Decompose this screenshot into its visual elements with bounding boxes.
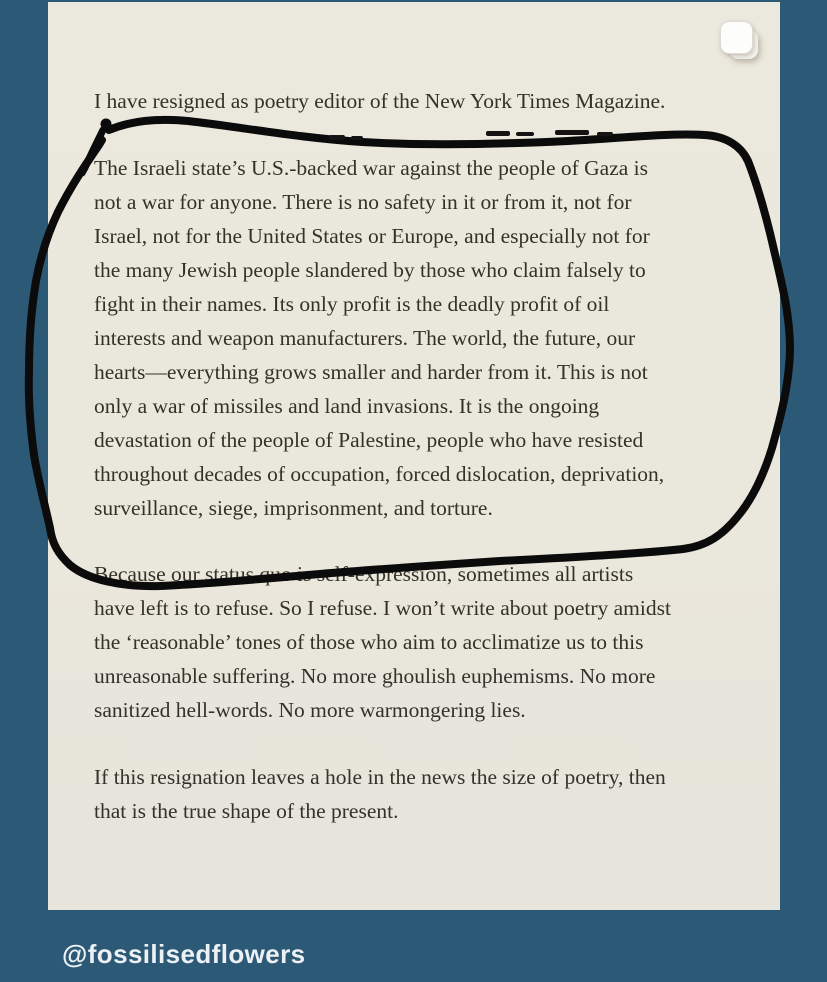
paragraph-closing [94,760,666,828]
text-line: only a war of missiles and land invasions. It is the ongoing [94,394,600,418]
text-line: the ‘reasonable’ tones of those who aim to acclimatize us to this [94,630,644,654]
text-line: that is the true shape of the present. [94,799,399,823]
carousel-stack-icon [720,21,762,63]
text-line: devastation of the people of Palestine, people who have resisted [94,428,644,452]
text-line: have left is to refuse. So I refuse. I won’t write about poetry amidst [94,596,671,620]
text-line: fight in their names. Its only profit is the deadly profit of oil [94,292,610,316]
text-line: throughout decades of occupation, forced dislocation, deprivation, [94,462,665,486]
text-line: the many Jewish people slandered by those who claim falsely to [94,258,646,282]
text-line: The Israeli state’s U.S.-backed war against the people of Gaza is [94,156,649,180]
text-line: not a war for anyone. There is no safety in it or from it, not for [94,190,632,214]
text-line: surveillance, siege, imprisonment, and torture. [94,496,493,520]
text-line: sanitized hell-words. No more warmongering lies. [94,698,526,722]
intro-line: I have resigned as poetry editor of the New York Times Magazine. [94,89,666,113]
text-line: unreasonable suffering. No more ghoulish euphemisms. No more [94,664,656,688]
stacked-square-front-icon [720,21,753,54]
text-line: Israel, not for the United States or Europe, and especially not for [94,224,650,248]
text-line: Because our status quo is self-expression, sometimes all artists [94,562,634,586]
text-line: hearts—everything grows smaller and harder from it. This is not [94,360,648,384]
paragraph-circled [94,151,664,525]
document-page [48,2,780,910]
text-line: interests and weapon manufacturers. The world, the future, our [94,326,636,350]
watermark-username: @fossilisedflowers [62,939,306,969]
paragraph-refusal [94,557,671,727]
text-line: If this resignation leaves a hole in the news the size of poetry, then [94,765,666,789]
